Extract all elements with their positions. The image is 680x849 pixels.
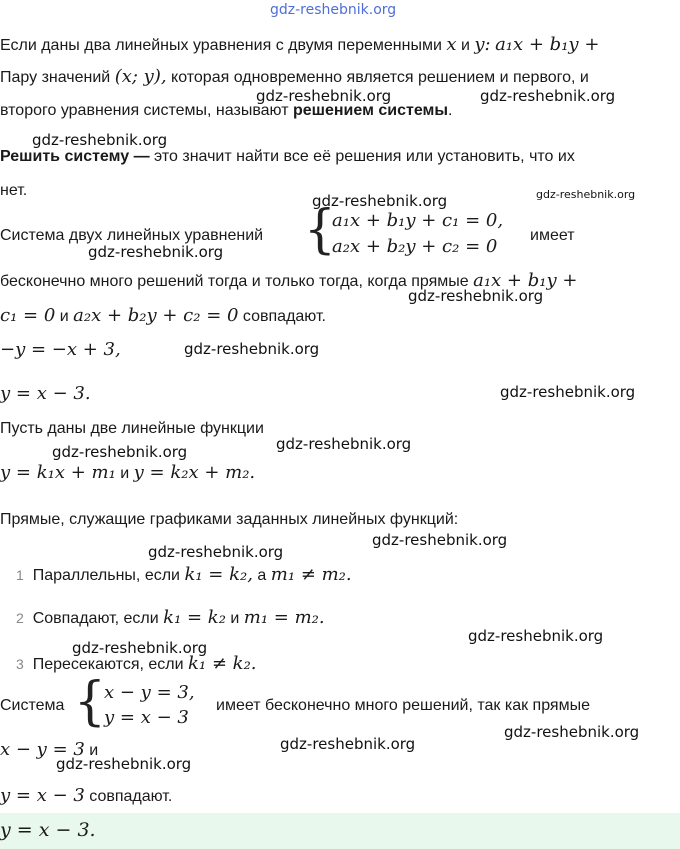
system-intro: Система двух линейных уравнений <box>0 227 264 244</box>
answer: y = x − 3. <box>0 819 96 841</box>
watermark: gdz-reshebnik.org <box>312 192 448 210</box>
watermark: gdz-reshebnik.org <box>276 435 412 453</box>
list-item: 2 Совпадают, если k₁ = k₂ и m₁ = m₂. <box>16 607 325 628</box>
step-1: −y = −x + 3, <box>0 339 121 360</box>
system2-eq1: x − y = 3, <box>104 682 195 703</box>
system2-reason: имеет бесконечно много решений, так как прямые <box>216 697 590 714</box>
list-item: 3 Пересекаются, если k₁ ≠ k₂. <box>16 653 257 674</box>
watermark: gdz-reshebnik.org <box>372 531 508 549</box>
system-eq1: a₁x + b₁y + c₁ = 0, <box>332 210 504 231</box>
system2-line1: x − y = 3 и <box>0 739 99 760</box>
answer-box <box>0 813 680 849</box>
watermark: gdz-reshebnik.org <box>504 723 640 741</box>
watermark: gdz-reshebnik.org <box>56 755 192 773</box>
left-brace-icon: { <box>74 670 106 732</box>
watermark: gdz-reshebnik.org <box>148 543 284 561</box>
paragraph-pair: Пару значений (x; y), которая одновременно является решением и первого, и <box>0 66 589 87</box>
watermark-top: gdz-reshebnik.org <box>270 2 397 18</box>
system-has: имеет <box>530 227 575 244</box>
watermark: gdz-reshebnik.org <box>184 340 320 358</box>
watermark: gdz-reshebnik.org <box>468 627 604 645</box>
watermark: gdz-reshebnik.org <box>52 443 188 461</box>
watermark: gdz-reshebnik.org <box>500 383 636 401</box>
paragraph-solve-line2: нет. <box>0 182 28 199</box>
paragraph-definition: Если даны два линейных уравнения с двумя переменными x и y: a₁x + b₁y + <box>0 34 600 55</box>
system2-intro: Система <box>0 697 65 714</box>
paragraph-lines: Прямые, служащие графиками заданных линейных функций: <box>0 511 459 528</box>
paragraph-functions: Пусть даны две линейные функции <box>0 420 264 437</box>
watermark: gdz-reshebnik.org <box>256 87 392 105</box>
left-brace-icon: { <box>304 198 336 260</box>
watermark: gdz-reshebnik.org <box>280 735 416 753</box>
watermark: gdz-reshebnik.org <box>480 87 616 105</box>
step-2: y = x − 3. <box>0 383 91 404</box>
system-eq2: a₂x + b₂y + c₂ = 0 <box>332 236 498 257</box>
system2-line2: y = x − 3 совпадают. <box>0 785 173 806</box>
watermark: gdz-reshebnik.org <box>88 243 224 261</box>
paragraph-infinite-line2: c₁ = 0 и a₂x + b₂y + c₂ = 0 совпадают. <box>0 305 326 326</box>
paragraph-pair-line2: второго уравнения системы, называют решением системы. <box>0 102 453 119</box>
watermark: gdz-reshebnik.org <box>536 188 636 201</box>
watermark: gdz-reshebnik.org <box>408 287 544 305</box>
paragraph-solve: Решить систему — это значит найти все её решения или установить, что их <box>0 148 575 165</box>
system2-eq2: y = x − 3 <box>104 707 189 728</box>
functions-formulas: y = k₁x + m₁ и y = k₂x + m₂. <box>0 462 256 483</box>
paragraph-infinite: бесконечно много решений тогда и только тогда, когда прямые a₁x + b₁y + <box>0 270 578 291</box>
watermark: gdz-reshebnik.org <box>32 131 168 149</box>
watermark: gdz-reshebnik.org <box>72 639 208 657</box>
list-item: 1 Параллельны, если k₁ = k₂, а m₁ ≠ m₂. <box>16 564 352 585</box>
